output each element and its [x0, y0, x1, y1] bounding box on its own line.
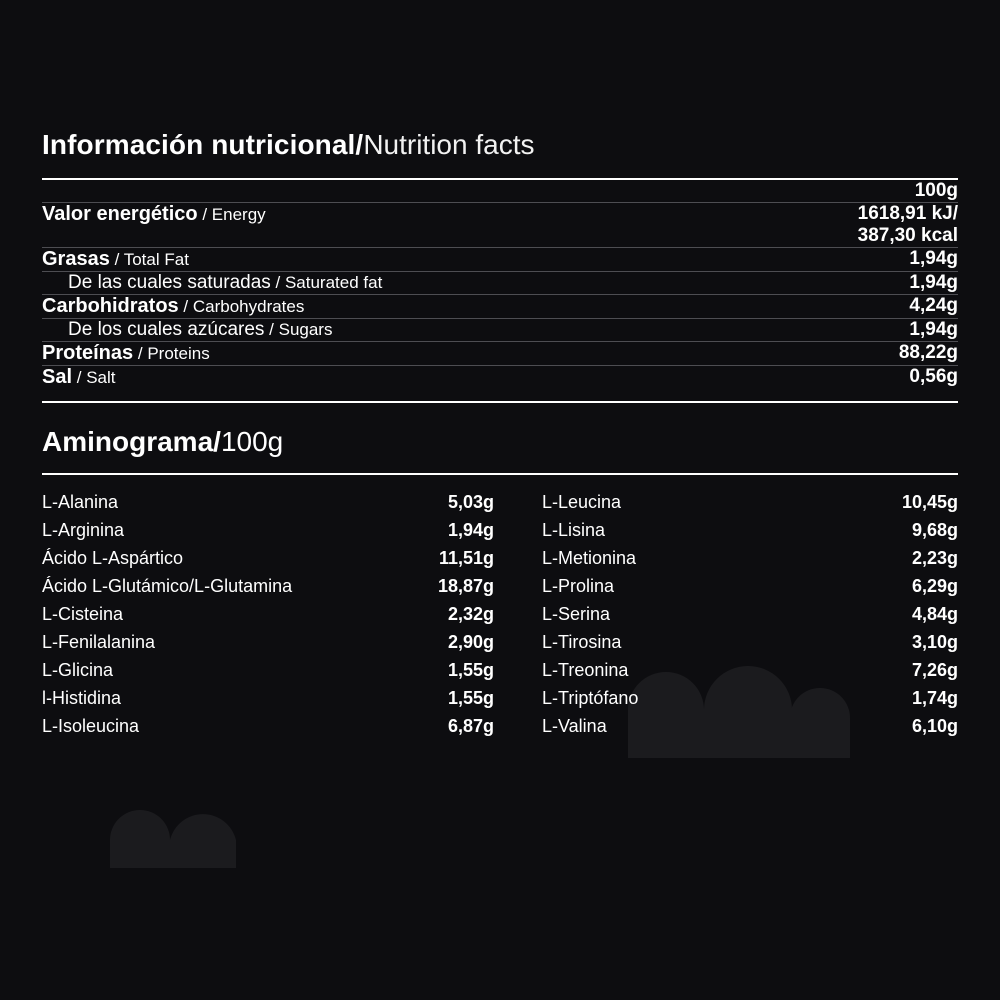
list-item [542, 629, 958, 657]
amino-value: 1,55g [447, 688, 494, 708]
amino-value: 6,87g [447, 716, 494, 736]
list-item [542, 685, 958, 713]
nutrient-label-es: Sal [42, 366, 73, 388]
amino-name: L-Triptófano [542, 688, 639, 708]
aminogram-title-en: 100g [220, 426, 284, 457]
amino-value: 2,32g [447, 604, 494, 624]
amino-value: 18,87g [437, 576, 494, 596]
amino-name: L-Lisina [542, 520, 606, 540]
nutrient-value [500, 203, 958, 247]
nutrient-label-es: De los cuales azúcares [68, 319, 265, 340]
amino-name: L-Arginina [42, 520, 125, 540]
nutrient-label [42, 366, 500, 389]
nutrient-label-es: Carbohidratos [42, 295, 179, 317]
amino-name: L-Metionina [542, 548, 637, 568]
table-row [42, 366, 958, 389]
list-item [542, 517, 958, 545]
table-row [42, 272, 958, 294]
nutrient-label-en: Sugars [278, 320, 333, 339]
amino-value: 1,74g [911, 688, 958, 708]
amino-name: Ácido L-Glutámico/L-Glutamina [42, 576, 293, 596]
table-row [42, 342, 958, 365]
amino-name: L-Leucina [542, 492, 622, 512]
list-item [542, 713, 958, 741]
list-item [542, 601, 958, 629]
amino-value: 6,29g [911, 576, 958, 596]
table-row [42, 295, 958, 318]
amino-name: l-Histidina [42, 688, 122, 708]
nutrition-facts-title-en: Nutrition facts [363, 129, 535, 160]
nutrient-label-sep: / [264, 320, 279, 339]
nutrient-value: 0,56g [909, 366, 958, 387]
list-item [42, 713, 500, 741]
amino-name: L-Prolina [542, 576, 615, 596]
list-item [542, 489, 958, 517]
list-item [42, 685, 500, 713]
amino-name: L-Cisteina [42, 604, 124, 624]
table-row [42, 248, 958, 271]
list-item [42, 573, 500, 601]
amino-value: 6,10g [911, 716, 958, 736]
nutrient-label-es: Grasas [42, 248, 110, 270]
nutrient-label [42, 342, 500, 365]
nutrient-label-es: De las cuales saturadas [68, 272, 271, 293]
amino-name: L-Isoleucina [42, 716, 140, 736]
amino-name: L-Tirosina [542, 632, 622, 652]
aminogram-column-right [500, 489, 958, 741]
amino-value: 10,45g [901, 492, 958, 512]
list-item [42, 545, 500, 573]
aminogram-rule [42, 473, 958, 475]
nutrient-label-sep: / [270, 273, 285, 292]
nutrient-label [42, 203, 500, 247]
nutrient-label [42, 295, 500, 318]
amino-value: 7,26g [911, 660, 958, 680]
list-item [42, 517, 500, 545]
nutrient-label-sep: / [197, 205, 212, 224]
amino-name: Ácido L-Aspártico [42, 548, 184, 568]
nutrient-label [42, 319, 500, 341]
amino-value: 2,90g [447, 632, 494, 652]
list-item [542, 545, 958, 573]
nutrient-label-sep: / [72, 368, 87, 387]
amino-value: 2,23g [911, 548, 958, 568]
nutrient-label-en: Total Fat [123, 250, 189, 269]
nutrient-label-en: Saturated fat [284, 273, 383, 292]
nutrition-facts-title [42, 128, 958, 162]
section-rule [42, 401, 958, 403]
serving-size: 100g [914, 180, 958, 201]
amino-value: 5,03g [447, 492, 494, 512]
nutrient-label-en: Energy [211, 205, 266, 224]
cloud-watermark-icon [100, 780, 360, 870]
amino-value: 1,55g [447, 660, 494, 680]
nutrient-label-en: Proteins [147, 344, 210, 363]
list-item [42, 489, 500, 517]
nutrient-label-sep: / [133, 344, 148, 363]
amino-value: 11,51g [438, 548, 494, 568]
list-item [542, 657, 958, 685]
amino-name: L-Glicina [42, 660, 114, 680]
amino-name: L-Fenilalanina [42, 632, 156, 652]
amino-value: 3,10g [911, 632, 958, 652]
aminogram-title [42, 425, 958, 459]
nutrient-value: 1,94g [909, 319, 958, 340]
nutrient-value: 1,94g [909, 272, 958, 293]
amino-name: L-Valina [542, 716, 607, 736]
amino-name: L-Alanina [42, 492, 119, 512]
nutrient-label-sep: / [109, 250, 124, 269]
nutrient-label-en: Salt [86, 368, 116, 387]
nutrition-table [42, 180, 958, 389]
amino-name: L-Treonina [542, 660, 629, 680]
table-row [42, 319, 958, 341]
nutrient-label-sep: / [178, 297, 193, 316]
list-item [542, 573, 958, 601]
list-item [42, 629, 500, 657]
aminogram-title-es: Aminograma/ [42, 426, 221, 457]
nutrient-label [42, 272, 500, 294]
nutrient-label-es: Proteínas [42, 342, 134, 364]
nutrient-value: 4,24g [909, 295, 958, 316]
aminogram-column-left [42, 489, 500, 741]
nutrition-facts-title-es: Información nutricional/ [42, 129, 364, 160]
label-content [42, 128, 958, 741]
table-row [42, 203, 958, 247]
amino-value: 9,68g [911, 520, 958, 540]
nutrient-label-en: Carbohydrates [192, 297, 305, 316]
amino-name: L-Serina [542, 604, 611, 624]
list-item [42, 601, 500, 629]
nutrient-value-line1: 1618,91 kJ/ [857, 203, 958, 224]
nutrient-value: 1,94g [909, 248, 958, 269]
nutrient-value-line2: 387,30 kcal [857, 225, 958, 246]
amino-value: 1,94g [447, 520, 494, 540]
nutrient-label [42, 248, 500, 271]
amino-value: 4,84g [911, 604, 958, 624]
nutrient-value: 88,22g [898, 342, 958, 363]
serving-row [42, 180, 958, 202]
list-item [42, 657, 500, 685]
aminogram-columns [42, 489, 958, 741]
nutrient-label-es: Valor energético [42, 203, 198, 225]
